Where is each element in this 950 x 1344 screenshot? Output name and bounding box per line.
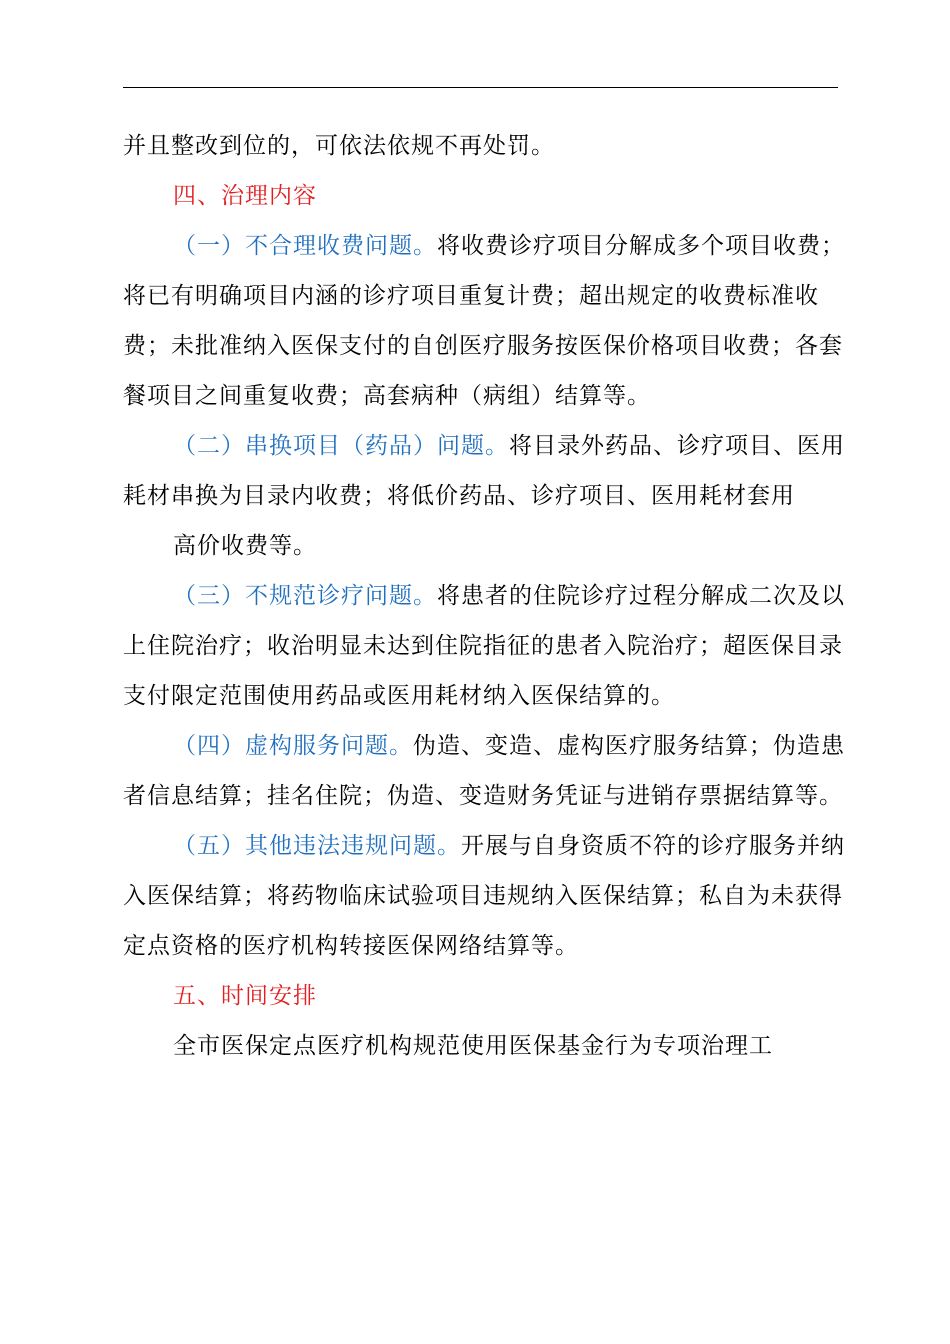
intro-text: 并且整改到位的，可依法依规不再处罚。 bbox=[123, 133, 555, 159]
item-3-body: 将患者的住院诊疗过程分解成二次及以上住院治疗；收治明显未达到住院指征的患者入院治疗；超医保目录支付限定范围使用药品或医用耗材纳入医保结算的。 bbox=[123, 583, 845, 709]
item-1-paragraph bbox=[123, 221, 863, 421]
item-1-title: （一）不合理收费问题。 bbox=[173, 233, 437, 259]
item-3-paragraph bbox=[123, 571, 863, 721]
document-body bbox=[123, 121, 863, 1071]
item-2-continuation: 高价收费等。 bbox=[173, 533, 317, 559]
item-4-title: （四）虚构服务问题。 bbox=[173, 733, 413, 759]
item-2-paragraph bbox=[123, 421, 863, 521]
item-2-body: 将目录外药品、诊疗项目、医用耗材串换为目录内收费；将低价药品、诊疗项目、医用耗材套用 bbox=[123, 433, 845, 509]
item-4-body: 伪造、变造、虚构医疗服务结算；伪造患者信息结算；挂名住院；伪造、变造财务凭证与进销存票据结算等。 bbox=[123, 733, 845, 809]
item-1-body: 将收费诊疗项目分解成多个项目收费；将已有明确项目内涵的诊疗项目重复计费；超出规定的收费标准收费；未批准纳入医保支付的自创医疗服务按医保价格项目收费；各套餐项目之间重复收费；高套病种（病组）结算等。 bbox=[123, 233, 845, 409]
section-4-heading: 四、治理内容 bbox=[173, 183, 317, 209]
header-rule bbox=[123, 87, 838, 88]
item-4-paragraph bbox=[123, 721, 863, 821]
item-2-title: （二）串换项目（药品）问题。 bbox=[173, 433, 509, 459]
item-5-paragraph bbox=[123, 821, 863, 971]
item-5-title: （五）其他违法违规问题。 bbox=[173, 833, 461, 859]
section-5-paragraph: 全市医保定点医疗机构规范使用医保基金行为专项治理工 bbox=[173, 1033, 773, 1059]
item-5-body: 开展与自身资质不符的诊疗服务并纳入医保结算；将药物临床试验项目违规纳入医保结算；私自为未获得定点资格的医疗机构转接医保网络结算等。 bbox=[123, 833, 845, 959]
intro-paragraph bbox=[123, 121, 863, 171]
section-5-heading: 五、时间安排 bbox=[173, 983, 317, 1009]
item-3-title: （三）不规范诊疗问题。 bbox=[173, 583, 437, 609]
